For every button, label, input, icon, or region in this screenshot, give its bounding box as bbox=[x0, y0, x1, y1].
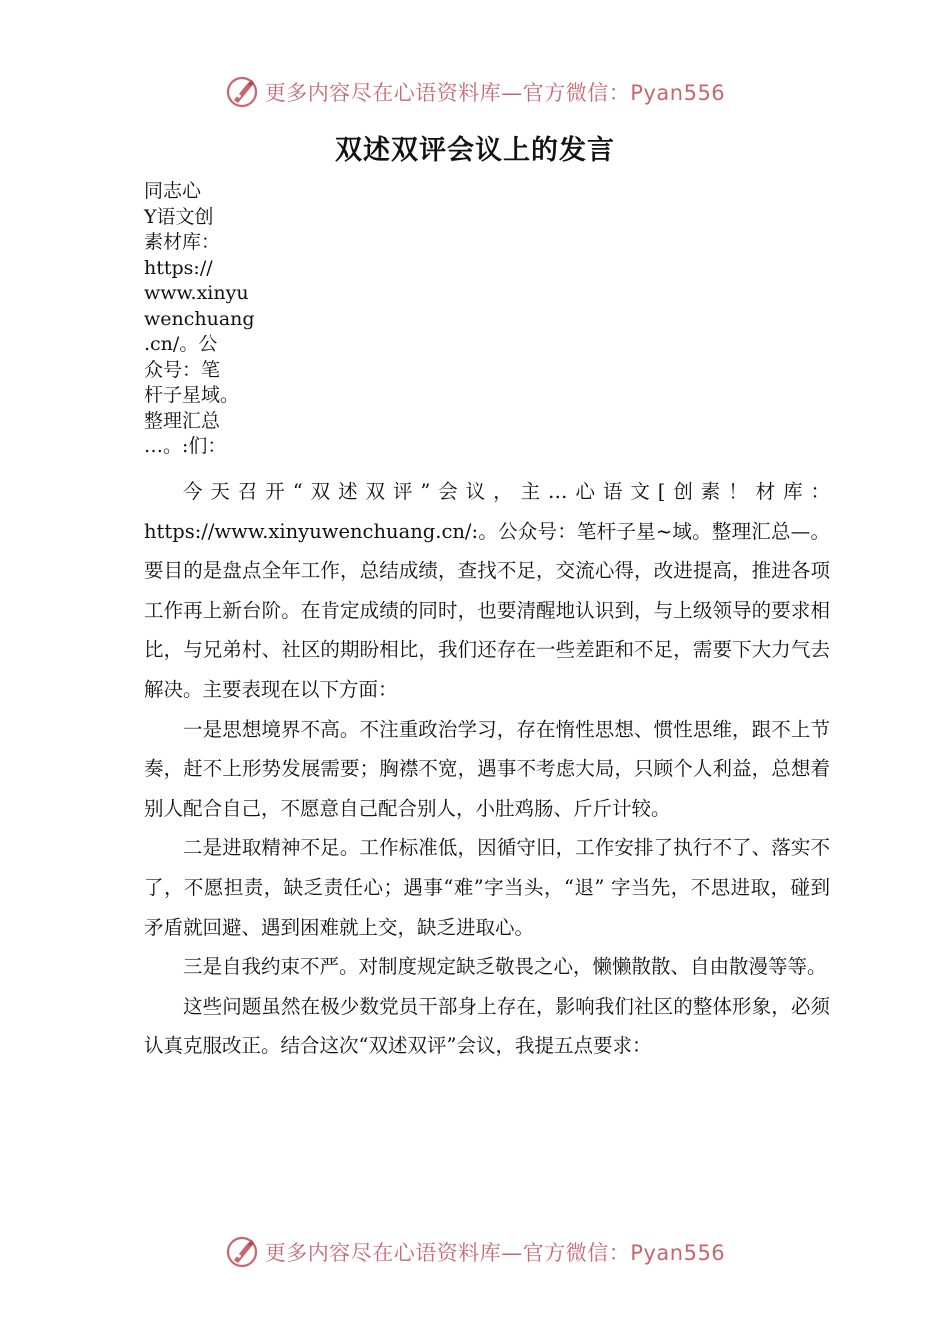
document-body bbox=[144, 472, 830, 1066]
column-line: 整理汇总 bbox=[144, 409, 221, 432]
banner-text: 更多内容尽在心语资料库—官方微信：Pyan556 bbox=[264, 1241, 726, 1265]
footer-banner bbox=[0, 1230, 950, 1274]
header-banner bbox=[0, 70, 950, 114]
paragraph: 一是思想境界不高。不注重政治学习，存在惰性思想、惯性思维，跟不上节奏，赶不上形势发展需要；胸襟不宽，遇事不考虑大局，只顾个人利益，总想着别人配合自己，不愿意自己配合别人，小肚鸡肠、斤斤计较。 bbox=[144, 717, 830, 820]
pen-nib-circle-icon bbox=[225, 1235, 259, 1269]
pen-nib-circle-icon bbox=[225, 75, 259, 109]
column-line: 素材库： bbox=[144, 231, 221, 253]
paragraph: 二是进取精神不足。工作标准低，因循守旧，工作安排了执行不了、落实不了，不愿担责，缺乏责任心；遇事“难”字当头，“退” 字当先，不思进取，碰到矛盾就回避、遇到困难就上交，缺乏进取心。 bbox=[144, 836, 830, 939]
column-line: https:// bbox=[144, 256, 213, 279]
banner-text: 更多内容尽在心语资料库—官方微信：Pyan556 bbox=[264, 81, 726, 105]
column-line: 同志心 bbox=[144, 180, 202, 202]
paragraph: 今天召开“双述双评”会议，主…心语文[创素！材库：https://www.xinyuwenchuang.cn/:。公众号：笔杆子星~域。整理汇总—。要目的是盘点全年工作，总结成绩，查找不足，交流心得，改进提高，推进各项工作再上新台阶。在肯定成绩的同时，也要清醒地认识到，与上级领导的要求相比，与兄弟村、社区的期盼相比，我们还存在一些差距和不足，需要下大力气去解决。主要表现在以下方面： bbox=[144, 480, 830, 701]
document-title: 双述双评会议上的发言 bbox=[335, 135, 615, 166]
column-line: 杆子星域。 bbox=[144, 384, 240, 406]
column-line: .cn/。公 bbox=[144, 333, 218, 355]
column-line: wenchuang bbox=[144, 307, 255, 330]
paragraph: 这些问题虽然在极少数党员干部身上存在，影响我们社区的整体形象，必须认真克服改正。结合这次“双述双评”会议，我提五点要求： bbox=[144, 994, 830, 1058]
narrow-text-column bbox=[144, 179, 254, 460]
column-line: Y语文创 bbox=[144, 205, 214, 228]
column-line: www.xinyu bbox=[144, 282, 249, 304]
paragraph: 三是自我约束不严。对制度规定缺乏敬畏之心，懒懒散散、自由散漫等等。 bbox=[183, 955, 827, 979]
column-line: 众号：笔 bbox=[144, 358, 221, 381]
column-line: …。:们： bbox=[144, 435, 227, 457]
